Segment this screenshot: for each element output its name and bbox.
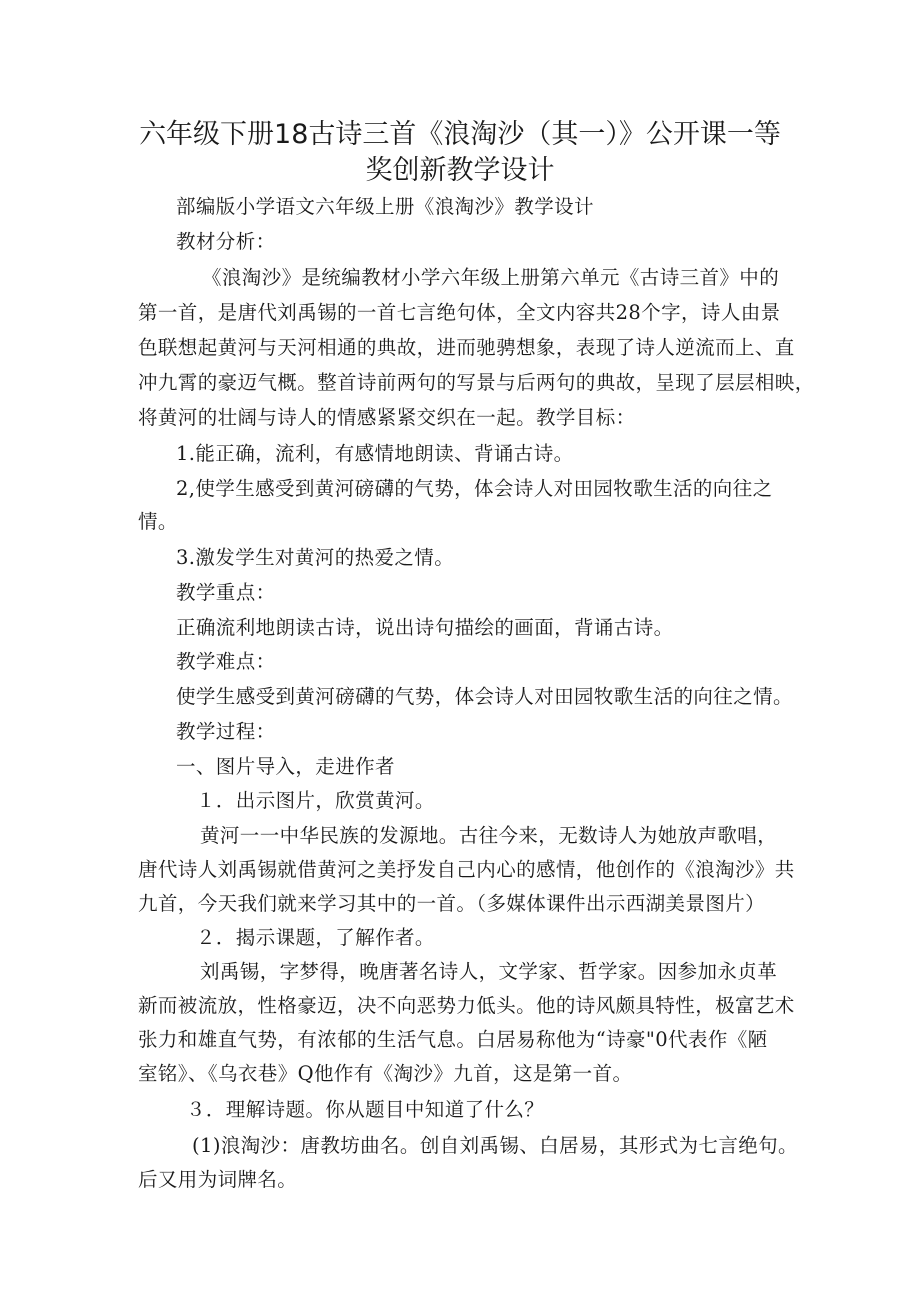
difficulties-text: 使学生感受到黄河磅礴的气势，体会诗人对田园牧歌生活的向往之情。: [176, 685, 793, 708]
difficulties-heading: 教学难点：: [176, 650, 276, 673]
step-2-paragraph-line-3: 张力和雄直气势，有浓郁的生活气息。白居易称他为“诗豪"0代表作《陋: [138, 1028, 768, 1051]
document-title-line-2: 奖创新教学设计: [365, 155, 555, 186]
document-subtitle: 部编版小学语文六年级上册《浪淘沙》教学设计: [176, 195, 594, 218]
section-1-heading: 一、图片导入，走进作者: [176, 755, 395, 778]
step-1-heading: １．出示图片，欣赏黄河。: [196, 789, 435, 812]
analysis-paragraph-line-1: 《浪淘沙》是统编教材小学六年级上册第六单元《古诗三首》中的: [202, 266, 780, 289]
document-title-line-1: 六年级下册18古诗三首《浪淘沙（其一）》公开课一等: [139, 119, 781, 150]
teaching-goal-3: 3.激发学生对黄河的热爱之情。: [176, 546, 455, 569]
step-2-paragraph-line-2: 新而被流放，性格豪迈，决不向恶势力低头。他的诗风颇具特性，极富艺术: [138, 994, 795, 1017]
step-3-item-1-line-1: (1)浪淘沙：唐教坊曲名。创自刘禹锡、白居易，其形式为七言绝句。: [192, 1134, 798, 1157]
step-1-paragraph-line-3: 九首，今天我们就来学习其中的一首。（多媒体课件出示西湖美景图片）: [138, 892, 766, 915]
step-3-item-1-line-2: 后又用为词牌名。: [138, 1168, 298, 1191]
textbook-analysis-heading: 教材分析：: [176, 230, 276, 253]
teaching-goal-1: 1.能正确，流利，有感情地朗读、背诵古诗。: [176, 442, 574, 465]
key-points-text: 正确流利地朗读古诗，说出诗句描绘的画面，背诵古诗。: [176, 616, 674, 639]
analysis-paragraph-line-2: 第一首，是唐代刘禹锡的一首七言绝句体，全文内容共28个字，诗人由景: [138, 301, 781, 324]
step-2-heading: ２．揭示课题，了解作者。: [196, 926, 435, 949]
key-points-heading: 教学重点：: [176, 581, 276, 604]
step-3-heading: ３．理解诗题。你从题目中知道了什么？: [186, 1098, 545, 1121]
teaching-process-heading: 教学过程：: [176, 720, 276, 743]
analysis-paragraph-line-3: 色联想起黄河与天河相通的典故，进而驰骋想象，表现了诗人逆流而上、直: [138, 336, 795, 359]
teaching-goal-2-line-1: 2,使学生感受到黄河磅礴的气势，体会诗人对田园牧歌生活的向往之: [176, 477, 773, 500]
teaching-goal-2-line-2: 情。: [138, 510, 178, 533]
analysis-paragraph-line-5: 将黄河的壮阔与诗人的情感紧紧交织在一起。教学目标：: [138, 406, 636, 429]
step-1-paragraph-line-2: 唐代诗人刘禹锡就借黄河之美抒发自己内心的感情，他创作的《浪淘沙》共: [138, 858, 795, 881]
analysis-paragraph-line-4: 冲九霄的豪迈气概。整首诗前两句的写景与后两句的典故，呈现了层层相映，: [138, 371, 815, 394]
step-2-paragraph-line-1: 刘禹锡，字梦得，晚唐著名诗人，文学家、哲学家。因参加永贞革: [200, 960, 778, 983]
step-2-paragraph-line-4: 室铭》、《乌衣巷》Q他作有《淘沙》九首，这是第一首。: [138, 1062, 633, 1085]
step-1-paragraph-line-1: 黄河一一中华民族的发源地。古往今来，无数诗人为她放声歌唱，: [200, 824, 778, 847]
